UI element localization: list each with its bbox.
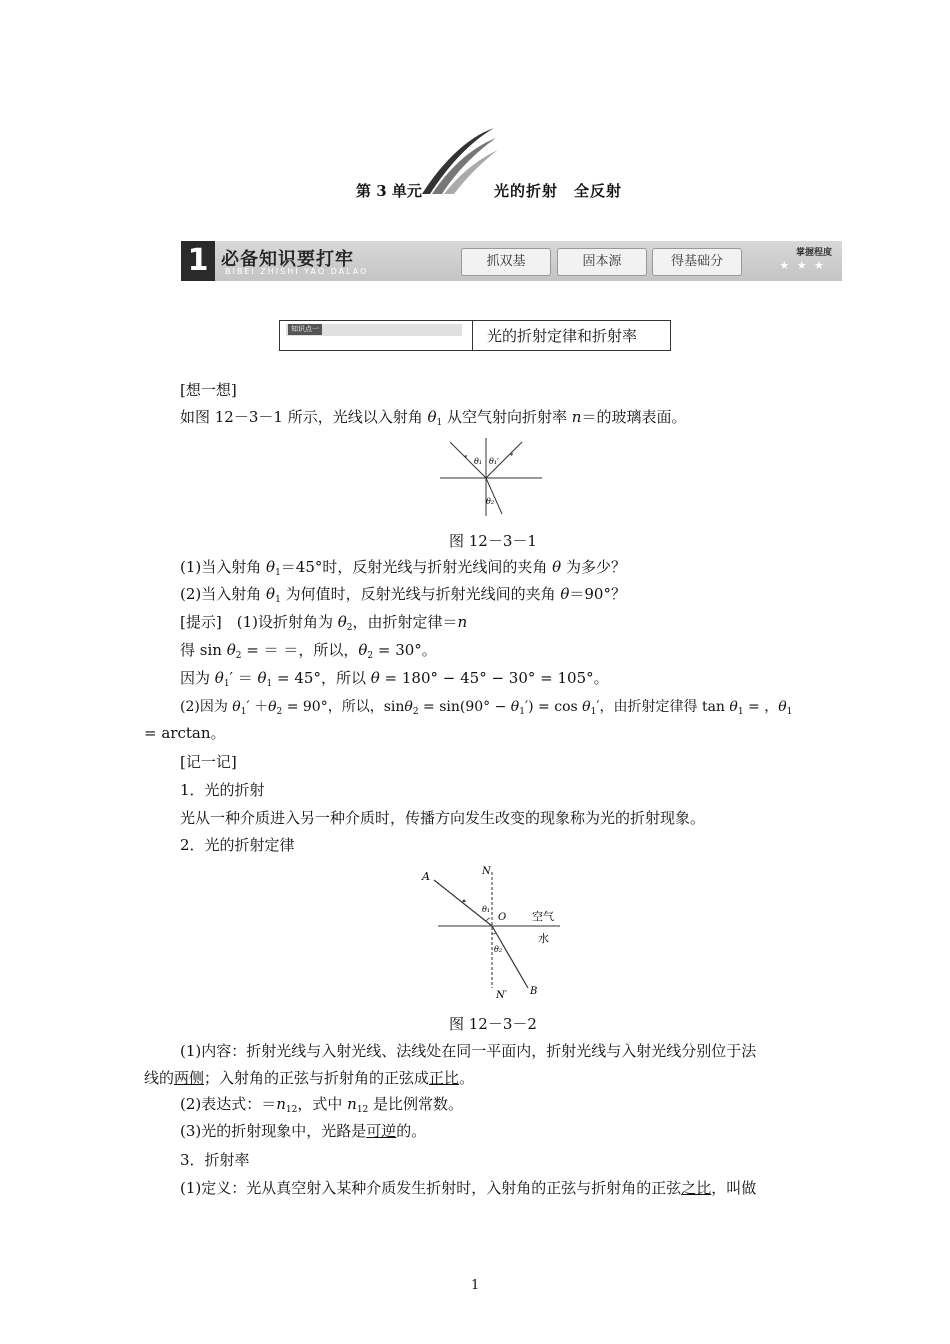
fig2-label-O: O xyxy=(498,912,507,923)
fig1-label-theta1: θ₁ xyxy=(474,457,483,466)
page-number: 1 xyxy=(471,1278,480,1293)
fig1-label-theta2: θ₂ xyxy=(486,497,495,506)
fig2-label-theta2: θ₂ xyxy=(494,945,503,954)
unit-subtitle: 光的折射 全反射 xyxy=(494,182,623,200)
remember-heading: [记一记] xyxy=(180,753,237,771)
fig2-label-theta1: θ₁ xyxy=(482,905,491,914)
knowledge-point-title: 光的折射定律和折射率 xyxy=(487,327,638,345)
fig2-label-Np: N′ xyxy=(496,990,508,1001)
hint-line-3: 因为 $\theta_1' = \theta_1 = 45^\circ$，所以 θ = 180° − 45° − 30° = 105°。 xyxy=(180,669,609,689)
fig2-label-water: 水 xyxy=(538,932,549,945)
section1-heading: 1．光的折射 xyxy=(180,781,265,799)
figure2-caption: 图 12－3－2 xyxy=(449,1015,537,1033)
star-rating-icon: ★ ★ ★ xyxy=(779,259,826,272)
header-swoosh-icon xyxy=(420,126,500,196)
banner-pinyin: BIBEI ZHISHI YAO DALAO xyxy=(225,267,369,276)
section1-text: 光从一种介质进入另一种介质时，传播方向发生改变的现象称为光的折射现象。 xyxy=(180,809,706,827)
hint-line-5: = arctan。 xyxy=(144,724,226,742)
intro-paragraph: 如图 12－3－1 所示，光线以入射角 $\theta_1$ 从空气射向折射率 n＝的玻璃表面。 xyxy=(180,408,687,428)
tag-zhuashuangji: 抓双基 xyxy=(461,248,551,276)
content-line-1a: (1)内容：折射光线与入射光线、法线处在同一平面内，折射光线与入射光线分别位于法 xyxy=(180,1042,757,1060)
figure1-caption: 图 12－3－1 xyxy=(449,532,537,550)
fig2-label-B: B xyxy=(530,986,538,997)
definition-line-1: (1)定义：光从真空射入某种介质发生折射时，入射角的正弦与折射角的正弦之比，叫做 xyxy=(180,1179,757,1197)
hint-line-4: (2)因为 $\theta_1' +\theta_2 = 90^\circ$，所以，$\sin\theta_2 = \sin(90^\circ - \theta_1') = \cos \theta_1'$，由折射定律得 $\tan \theta_1$ = ，$\theta_1$ xyxy=(180,699,793,717)
fig2-label-air: 空气 xyxy=(532,910,554,923)
content-line-2: (2)表达式：$=n_{12}$，式中 $n_{12}$ 是比例常数。 xyxy=(180,1095,464,1115)
hint-line-1: [提示] (1)设折射角为 $\theta_2$，由折射定律＝n xyxy=(180,613,468,633)
section3-heading: 3．折射率 xyxy=(180,1151,250,1169)
figure-12-3-2 xyxy=(420,862,570,1002)
unit-label: 第 3 单元 xyxy=(356,182,422,200)
figure-12-3-1 xyxy=(436,436,546,518)
tag-gubenyuan: 固本源 xyxy=(557,248,647,276)
knowledge-point-box xyxy=(279,320,671,351)
section2-heading: 2．光的折射定律 xyxy=(180,836,295,854)
section-banner xyxy=(181,241,842,281)
mastery-label: 掌握程度 xyxy=(795,248,832,258)
hint-label: [提示] xyxy=(180,613,222,631)
fig2-label-N: N xyxy=(482,866,491,877)
content-line-3: (3)光的折射现象中，光路是可逆的。 xyxy=(180,1122,427,1140)
banner-number: 1 xyxy=(181,241,215,281)
banner-title: 必备知识要打牢 xyxy=(221,249,354,270)
content-line-1b: 线的两侧；入射角的正弦与折射角的正弦成正比。 xyxy=(144,1069,475,1087)
tag-dejichufen: 得基础分 xyxy=(652,248,742,276)
knowledge-point-label: 知识点一 xyxy=(288,324,322,335)
think-heading: [想一想] xyxy=(180,381,237,399)
question-2: (2)当入射角 $\theta_1$ 为何值时，反射光线与折射光线间的夹角 θ＝90°？ xyxy=(180,585,626,605)
hint-line-2: 得 $\sin \theta_2$ = ＝ ＝，所以，$\theta_2 = 30^\circ$。 xyxy=(180,641,437,661)
fig1-label-theta1p: θ₁′ xyxy=(489,457,499,466)
fig2-label-A: A xyxy=(422,870,430,883)
question-1: (1)当入射角 $\theta_1=45^\circ$时，反射光线与折射光线间的夹角 θ 为多少？ xyxy=(180,558,626,578)
